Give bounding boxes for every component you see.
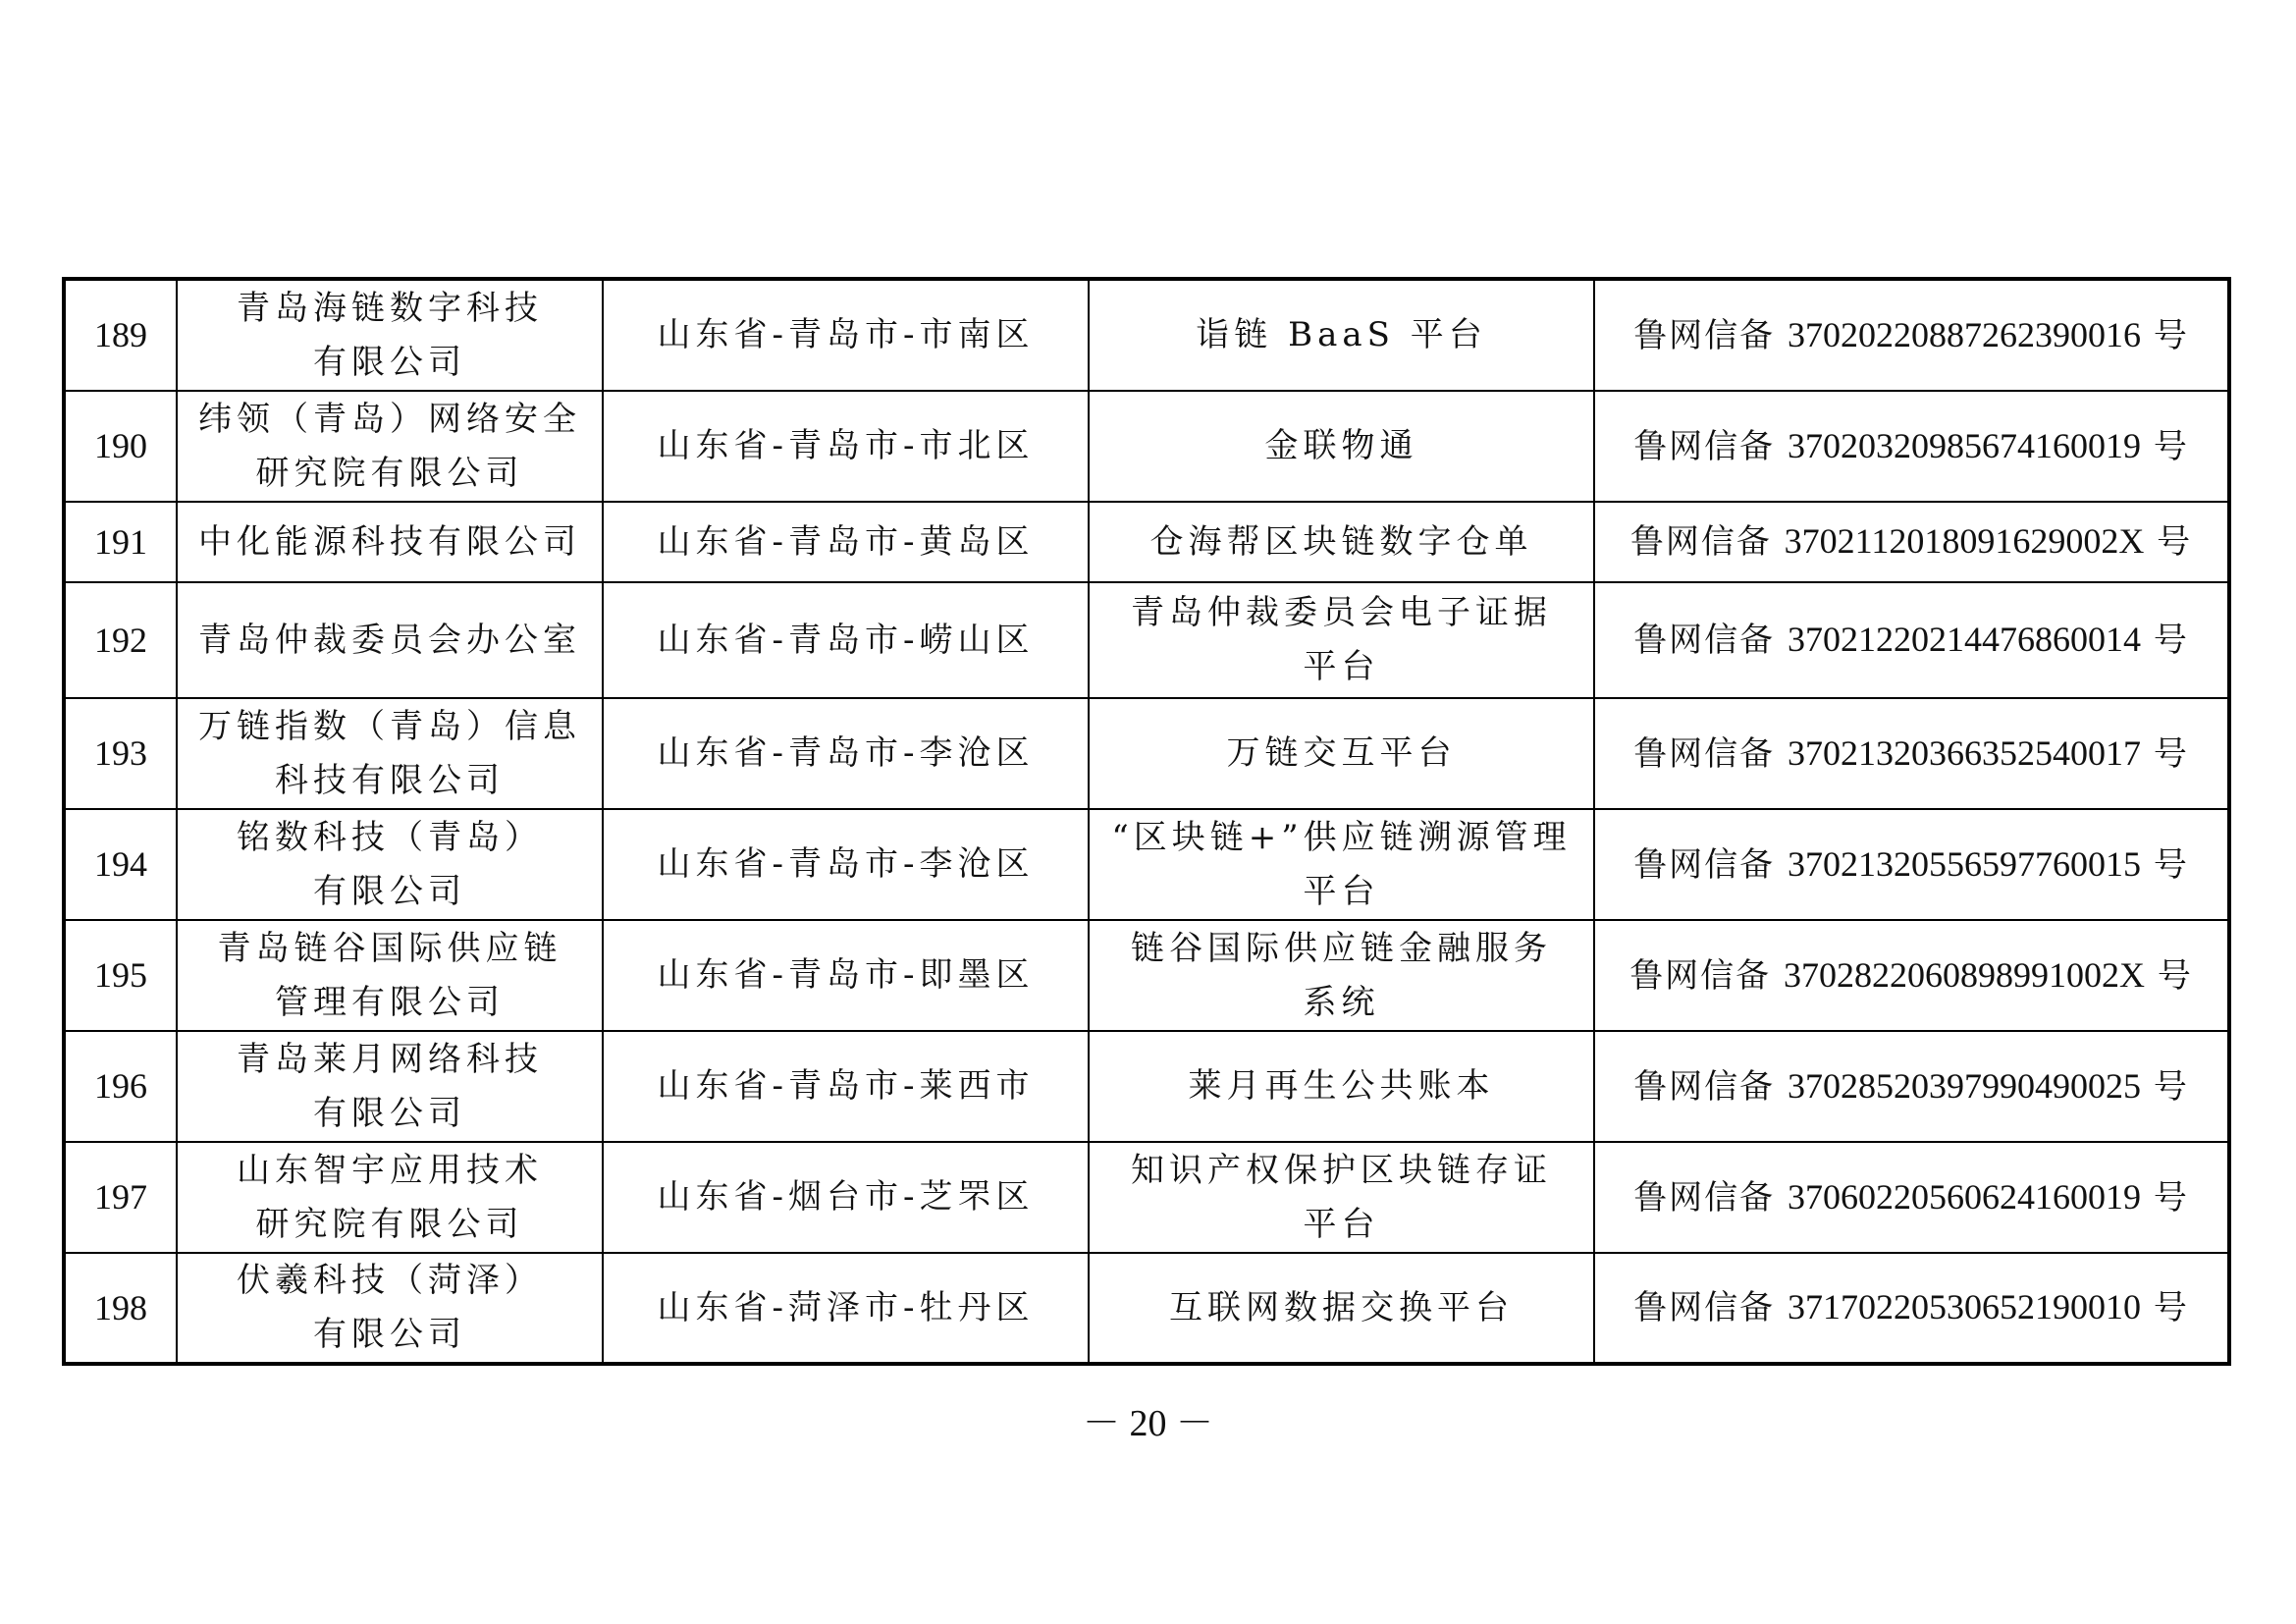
row-index-cell: 190 <box>64 391 177 502</box>
registration-prefix: 鲁网信备 <box>1633 844 1776 885</box>
row-index-cell: 196 <box>64 1031 177 1142</box>
service-name-cell <box>1089 920 1594 1031</box>
company-name-line: 山东智宇应用技术 <box>237 1150 543 1190</box>
company-name-line: 研究院有限公司 <box>255 1204 524 1244</box>
table-row <box>64 1031 2229 1142</box>
company-name-line: 青岛仲裁委员会办公室 <box>198 620 581 660</box>
company-name-cell <box>177 698 603 809</box>
registration-suffix: 号 <box>2153 733 2189 774</box>
company-name-cell <box>177 809 603 920</box>
location-cell: 山东省-青岛市-崂山区 <box>603 582 1089 698</box>
registration-suffix: 号 <box>2153 621 2189 660</box>
registration-prefix: 鲁网信备 <box>1633 1177 1776 1218</box>
service-name-line: 万链交互平台 <box>1226 733 1457 773</box>
registration-number-cell <box>1594 279 2229 391</box>
service-name-line: 青岛仲裁委员会电子证据 <box>1131 593 1552 632</box>
registration-suffix: 号 <box>2153 315 2189 355</box>
company-name-cell <box>177 391 603 502</box>
row-index-cell: 192 <box>64 582 177 698</box>
registration-prefix: 鲁网信备 <box>1633 426 1776 466</box>
registration-prefix: 鲁网信备 <box>1629 522 1772 562</box>
row-index-cell: 189 <box>64 279 177 391</box>
registration-number-cell <box>1594 391 2229 502</box>
service-name-line: 互联网数据交换平台 <box>1169 1287 1514 1327</box>
service-name-line: 诣链 BaaS 平台 <box>1196 315 1487 354</box>
registration-number-cell <box>1594 1253 2229 1364</box>
table-row <box>64 279 2229 391</box>
table-row <box>64 582 2229 698</box>
company-name-line: 青岛莱月网络科技 <box>237 1039 543 1079</box>
location-cell: 山东省-菏泽市-牡丹区 <box>603 1253 1089 1364</box>
registration-prefix: 鲁网信备 <box>1629 955 1772 996</box>
service-name-line: 平台 <box>1303 647 1380 686</box>
service-name-cell <box>1089 698 1594 809</box>
table-row <box>64 391 2229 502</box>
service-name-line: 莱月再生公共账本 <box>1188 1066 1495 1106</box>
registration-code: 37028520397990490025 <box>1788 1065 2141 1106</box>
registration-prefix: 鲁网信备 <box>1633 1288 1776 1327</box>
registration-number-cell <box>1594 920 2229 1031</box>
registration-suffix: 号 <box>2153 1177 2189 1218</box>
service-name-cell <box>1089 582 1594 698</box>
service-name-cell <box>1089 502 1594 582</box>
registration-code: 3702112018091629002X <box>1784 521 2145 561</box>
registration-code: 37021320556597760015 <box>1788 843 2141 884</box>
company-name-line: 科技有限公司 <box>275 760 505 800</box>
company-name-line: 有限公司 <box>313 1093 466 1133</box>
table-row <box>64 1253 2229 1364</box>
company-name-line: 有限公司 <box>313 342 466 382</box>
service-name-cell <box>1089 809 1594 920</box>
service-name-cell <box>1089 1253 1594 1364</box>
service-name-cell <box>1089 1031 1594 1142</box>
row-index-cell: 194 <box>64 809 177 920</box>
registration-number-cell <box>1594 698 2229 809</box>
registration-suffix: 号 <box>2153 844 2189 885</box>
company-name-cell <box>177 1253 603 1364</box>
blockchain-service-registry-table <box>62 277 2231 1366</box>
registration-prefix: 鲁网信备 <box>1633 315 1776 355</box>
page-number: － 20 － <box>1082 1403 1213 1444</box>
company-name-cell <box>177 920 603 1031</box>
registration-prefix: 鲁网信备 <box>1633 733 1776 774</box>
company-name-line: 研究院有限公司 <box>255 453 524 493</box>
service-name-line: 链谷国际供应链金融服务 <box>1131 928 1552 968</box>
company-name-line: 有限公司 <box>313 1315 466 1354</box>
service-name-cell <box>1089 1142 1594 1253</box>
row-index-cell: 195 <box>64 920 177 1031</box>
registration-code: 3702822060898991002X <box>1784 954 2145 995</box>
table-body <box>64 279 2229 1364</box>
company-name-line: 铭数科技（青岛） <box>237 817 543 857</box>
company-name-line: 纬领（青岛）网络安全 <box>198 399 581 439</box>
company-name-cell <box>177 502 603 582</box>
table-row <box>64 698 2229 809</box>
row-index-cell: 198 <box>64 1253 177 1364</box>
location-cell: 山东省-青岛市-即墨区 <box>603 920 1089 1031</box>
registration-number-cell <box>1594 1142 2229 1253</box>
company-name-line: 万链指数（青岛）信息 <box>198 706 581 746</box>
company-name-line: 青岛海链数字科技 <box>237 288 543 328</box>
registration-code: 37060220560624160019 <box>1788 1176 2141 1217</box>
registration-code: 37021320366352540017 <box>1788 732 2141 773</box>
company-name-line: 伏羲科技（菏泽） <box>237 1261 543 1300</box>
row-index-cell: 193 <box>64 698 177 809</box>
registration-suffix: 号 <box>2153 426 2189 466</box>
registration-code: 37021220214476860014 <box>1788 620 2141 659</box>
registration-suffix: 号 <box>2157 955 2193 996</box>
registration-prefix: 鲁网信备 <box>1633 621 1776 660</box>
company-name-cell <box>177 1031 603 1142</box>
table-row <box>64 1142 2229 1253</box>
company-name-line: 中化能源科技有限公司 <box>198 521 581 562</box>
row-index-cell: 197 <box>64 1142 177 1253</box>
registration-number-cell <box>1594 582 2229 698</box>
service-name-cell <box>1089 279 1594 391</box>
company-name-cell <box>177 279 603 391</box>
location-cell: 山东省-青岛市-市南区 <box>603 279 1089 391</box>
registration-number-cell <box>1594 1031 2229 1142</box>
location-cell: 山东省-烟台市-芝罘区 <box>603 1142 1089 1253</box>
registration-suffix: 号 <box>2153 1288 2189 1327</box>
service-name-line: 仓海帮区块链数字仓单 <box>1149 521 1533 562</box>
company-name-line: 青岛链谷国际供应链 <box>217 928 562 968</box>
company-name-line: 有限公司 <box>313 871 466 911</box>
service-name-line: 平台 <box>1303 1204 1380 1244</box>
service-name-line: “区块链+”供应链溯源管理 <box>1111 817 1572 857</box>
row-index-cell: 191 <box>64 502 177 582</box>
registration-suffix: 号 <box>2157 522 2193 562</box>
service-name-line: 系统 <box>1303 982 1380 1022</box>
location-cell: 山东省-青岛市-李沧区 <box>603 809 1089 920</box>
service-name-cell <box>1089 391 1594 502</box>
location-cell: 山东省-青岛市-李沧区 <box>603 698 1089 809</box>
registration-number-cell <box>1594 809 2229 920</box>
registration-number-cell <box>1594 502 2229 582</box>
registration-suffix: 号 <box>2153 1066 2189 1107</box>
company-name-line: 管理有限公司 <box>275 982 505 1022</box>
location-cell: 山东省-青岛市-黄岛区 <box>603 502 1089 582</box>
location-cell: 山东省-青岛市-莱西市 <box>603 1031 1089 1142</box>
table-row <box>64 502 2229 582</box>
location-cell: 山东省-青岛市-市北区 <box>603 391 1089 502</box>
service-name-line: 金联物通 <box>1264 426 1418 465</box>
service-name-line: 知识产权保护区块链存证 <box>1131 1150 1552 1190</box>
service-name-line: 平台 <box>1303 871 1380 911</box>
company-name-cell <box>177 582 603 698</box>
registration-prefix: 鲁网信备 <box>1633 1066 1776 1107</box>
table-row <box>64 920 2229 1031</box>
registration-code: 37170220530652190010 <box>1788 1287 2141 1326</box>
registration-code: 37020320985674160019 <box>1788 425 2141 465</box>
company-name-cell <box>177 1142 603 1253</box>
table-row <box>64 809 2229 920</box>
registration-code: 37020220887262390016 <box>1788 314 2141 354</box>
